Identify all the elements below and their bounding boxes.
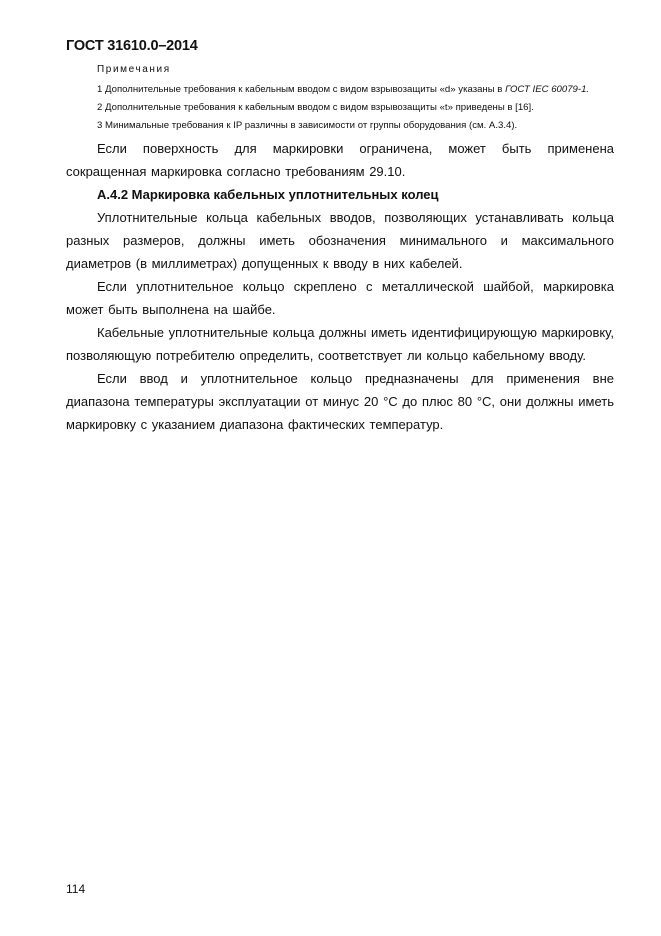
section-heading-a42: А.4.2 Маркировка кабельных уплотнительных колец xyxy=(97,187,439,202)
note-1-standard-reference: ГОСТ IEC 60079-1. xyxy=(505,84,590,95)
note-1-text: 1 Дополнительные требования к кабельным вводом с видом взрывозащиты «d» указаны в xyxy=(97,84,506,95)
paragraph-reduced-marking: Если поверхность для маркировки ограничена, может быть применена сокращенная маркировка согласно требованиям 29.10. xyxy=(66,141,614,179)
notes-title: Примечания xyxy=(97,64,171,75)
note-3: 3 Минимальные требования к IP различны в зависимости от группы оборудования (см. А.3.4). xyxy=(97,120,518,131)
paragraph-washer-marking: Если уплотнительное кольцо скреплено с металлической шайбой, маркировка может быть выполнена на шайбе. xyxy=(66,279,614,317)
paragraph-identification: Кабельные уплотнительные кольца должны иметь идентифицирующую маркировку, позволяющую потребителю определить, соответствует ли кольцо кабельному вводу. xyxy=(66,325,614,363)
note-2: 2 Дополнительные требования к кабельным вводом с видом взрывозащиты «t» приведены в [16]. xyxy=(97,102,534,113)
paragraph-ring-sizes: Уплотнительные кольца кабельных вводов, позволяющих устанавливать кольца разных размеров, должны иметь обозначения минимального и максимального диаметров (в миллиметрах) допущенных к вводу в них кабелей. xyxy=(66,210,614,271)
paragraph-temperature-range: Если ввод и уплотнительное кольцо предназначены для применения вне диапазона температуры эксплуатации от минус 20 °С до плюс 80 °С, они должны иметь маркировку с указанием диапазона фактических температур. xyxy=(66,371,614,432)
page-content xyxy=(66,63,614,436)
page-number: 114 xyxy=(66,882,86,896)
note-1 xyxy=(66,81,614,99)
document-header: ГОСТ 31610.0–2014 xyxy=(66,38,198,54)
